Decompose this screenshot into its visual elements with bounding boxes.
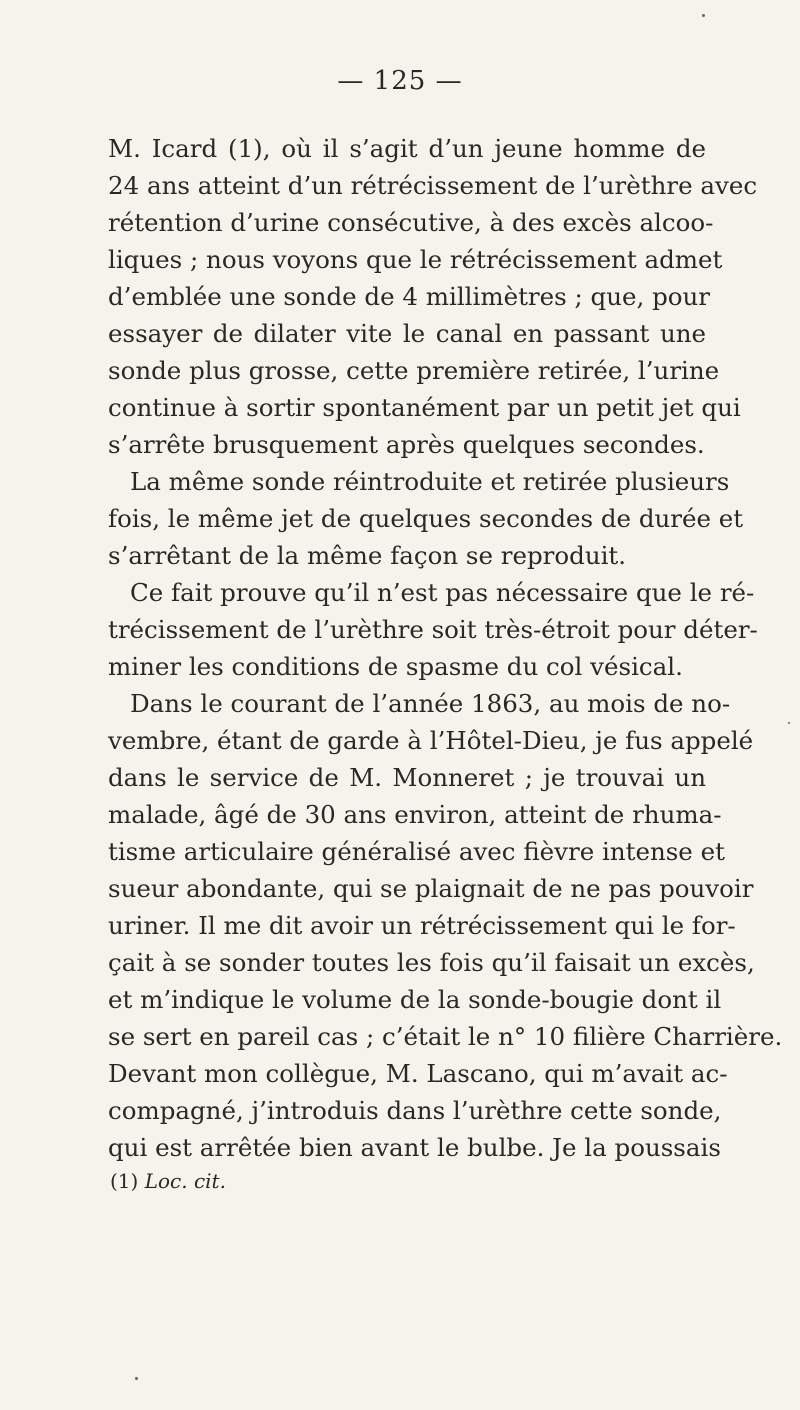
text-line: liques ; nous voyons que le rétrécissement admet (108, 245, 723, 274)
text-line: qui est arrêtée bien avant le bulbe. Je la poussais (108, 1133, 721, 1162)
text-line: La même sonde réintroduite et retirée plusieurs (130, 467, 730, 496)
text-line: rétention d’urine consécutive, à des excès alcoo- (108, 208, 714, 237)
text-line: sueur abondante, qui se plaignait de ne pas pouvoir (108, 874, 754, 903)
text-line: vembre, étant de garde à l’Hôtel-Dieu, je fus appelé (108, 726, 754, 755)
text-line: sonde plus grosse, cette première retirée, l’urine (108, 356, 720, 385)
text-line: Ce fait prouve qu’il n’est pas nécessaire que le ré- (130, 578, 755, 607)
text-line: çait à se sonder toutes les fois qu’il faisait un excès, (108, 948, 755, 977)
text-line: M. Icard (1), où il s’agit d’un jeune homme de (108, 134, 706, 163)
text-line: s’arrêtant de la même façon se reproduit. (108, 541, 627, 570)
text-line: miner les conditions de spasme du col vésical. (108, 652, 683, 681)
text-line: s’arrête brusquement après quelques secondes. (108, 430, 705, 459)
text-line: et m’indique le volume de la sonde-bougie dont il (108, 985, 722, 1014)
text-line: Devant mon collègue, M. Lascano, qui m’avait ac- (108, 1059, 728, 1088)
paper-speck (788, 722, 790, 724)
footnote-text: Loc. cit. (144, 1169, 226, 1193)
paper-speck (702, 14, 705, 17)
footnote (110, 1168, 226, 1194)
footnote-marker: (1) (110, 1169, 139, 1193)
text-line: fois, le même jet de quelques secondes de durée et (108, 504, 744, 533)
text-line: tisme articulaire généralisé avec fièvre intense et (108, 837, 725, 866)
text-line: continue à sortir spontanément par un petit jet qui (108, 393, 741, 422)
text-line: Dans le courant de l’année 1863, au mois de no- (130, 689, 731, 718)
text-line: dans le service de M. Monneret ; je trouvai un (108, 763, 706, 792)
text-line: essayer de dilater vite le canal en passant une (108, 319, 706, 348)
paper-speck (135, 1377, 138, 1380)
text-line: 24 ans atteint d’un rétrécissement de l’urèthre avec (108, 171, 758, 200)
text-line: compagné, j’introduis dans l’urèthre cette sonde, (108, 1096, 722, 1125)
text-line: uriner. Il me dit avoir un rétrécissement qui le for- (108, 911, 736, 940)
text-line: se sert en pareil cas ; c’était le n° 10 filière Charrière. (108, 1022, 783, 1051)
text-line: trécissement de l’urèthre soit très-étroit pour déter- (108, 615, 758, 644)
text-line: d’emblée une sonde de 4 millimètres ; que, pour (108, 282, 710, 311)
page-number: — 125 — (337, 66, 463, 96)
body-text (108, 130, 783, 1166)
text-line: malade, âgé de 30 ans environ, atteint de rhuma- (108, 800, 722, 829)
